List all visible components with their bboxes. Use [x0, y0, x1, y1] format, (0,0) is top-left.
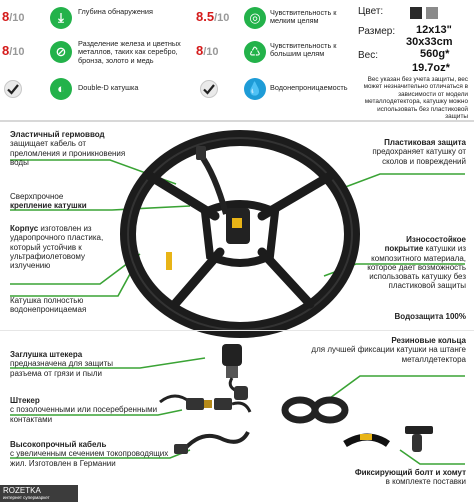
plug-drawing	[222, 344, 248, 400]
seal-title: Эластичный гермоввод	[10, 130, 105, 139]
cable-title: Высокопрочный кабель	[10, 440, 107, 449]
coating-text: катушки	[425, 244, 456, 254]
rating-label: Чувствительность к мелким целям	[270, 8, 337, 26]
rings-title: Резиновые кольца	[391, 336, 466, 345]
connector-text: с позолоченными или посеребренными контактами	[10, 405, 158, 424]
bolt-title: Фиксирующий болт и хомут	[354, 468, 466, 477]
rings-text: для лучшей фиксации катушки на штанге металлдетектора	[311, 345, 466, 364]
seal-callout	[10, 130, 130, 167]
cable-text: с увеличенным сечением токопроводящих жил. Изготовлен в Германии	[10, 449, 169, 468]
color-swatch-black	[410, 7, 422, 19]
color-swatch-grey	[426, 7, 438, 19]
section-divider	[0, 120, 474, 122]
guard-text: предохраняет катушку от сколов и повреждений	[372, 147, 466, 166]
large-target-icon: ♺	[244, 41, 266, 63]
score-max: /10	[203, 46, 219, 58]
weight-note: Вес указан без учета защиты, вес может незначительно отличаться в зависимости от модели металлодетектора, катушку можно использовать без пластиковой защиты	[363, 76, 468, 121]
guard-callout	[354, 138, 466, 166]
cable-callout-line	[10, 450, 190, 458]
feature-label: Double-D катушка	[78, 83, 139, 92]
cable-drawing	[174, 432, 248, 454]
rating-score	[196, 44, 219, 59]
waterproof-text: Катушка полностью водонепроницаемая	[10, 296, 87, 315]
body-text-2: из ударопрочного пластика, который устойчив к ультрафиолетовому излучению	[10, 224, 104, 271]
rozetka-watermark	[0, 485, 78, 502]
checkmark-icon	[200, 80, 218, 98]
seal-text: защищает кабель от преломления и проникновения воды	[10, 139, 126, 167]
body-callout	[10, 224, 114, 270]
cable-gland	[196, 146, 206, 160]
score-max: /10	[9, 46, 25, 58]
small-target-icon: ◎	[244, 7, 266, 29]
mount-title: Сверхпрочное	[10, 192, 64, 201]
watermark-brand: ROZETKA	[3, 486, 41, 495]
bolt-text: в комплекте поставки	[385, 477, 466, 487]
body-title: Корпус	[10, 224, 39, 233]
watermark-sub: интернет супермаркет	[3, 495, 50, 500]
bolt-callout-line	[400, 450, 465, 464]
depth-icon: ⤓	[50, 7, 72, 29]
guard-callout-line	[332, 174, 465, 192]
plug-title: Заглушка штекера	[10, 350, 83, 359]
feature-label: Водонепроницаемость	[270, 83, 348, 92]
coil-mount-logo	[232, 218, 242, 228]
waterproof-callout	[10, 296, 120, 315]
size-inches: 12x13"	[416, 24, 452, 36]
coating-callout	[354, 235, 466, 291]
coating-title-2: покрытие	[384, 244, 424, 254]
plug-text: предназначена для защиты разъема от грязи и пыли	[10, 359, 114, 378]
score-max: /10	[9, 12, 25, 24]
guard-title: Пластиковая защита	[384, 138, 466, 147]
rubber-rings-drawing	[285, 400, 345, 420]
water-drop-icon: 💧	[244, 78, 266, 100]
bolt-strap-drawing	[345, 426, 433, 452]
score-value: 8.5	[196, 9, 215, 24]
score-max: /10	[214, 12, 230, 24]
plug-callout-line	[10, 358, 205, 368]
coating-title: Износостойкое	[406, 235, 466, 244]
coil-side-label	[166, 252, 172, 270]
section-divider	[0, 330, 474, 331]
weight-grams: 560g*	[420, 48, 450, 60]
mount-title-bold: крепление катушки	[10, 201, 87, 211]
checkmark-icon	[4, 80, 22, 98]
color-label: Цвет:	[358, 6, 384, 17]
score-value: 8	[2, 43, 10, 58]
body-text: изготовлен	[40, 224, 82, 233]
size-label: Размер:	[358, 26, 396, 37]
rating-score	[196, 10, 229, 25]
connector-title: Штекер	[10, 396, 40, 405]
rating-label: Разделение железа и цветных металлов, таких как серебро, бронза, золото и медь	[78, 39, 181, 65]
weight-ounces: 19.7oz*	[412, 62, 450, 74]
rating-label: Глубина обнаружения	[78, 7, 153, 16]
mount-callout	[10, 192, 130, 211]
score-value: 8	[2, 9, 10, 24]
discrimination-icon: ⊘	[50, 41, 72, 63]
rating-label: Чувствительность к большим целям	[270, 41, 337, 59]
size-cm: 30x33cm	[406, 36, 453, 48]
water-protection-label: Водозащита 100%	[394, 312, 466, 321]
rings-callout-line	[330, 376, 465, 398]
accessories-illustration	[0, 340, 474, 490]
score-value: 8	[196, 43, 204, 58]
weight-label: Вес:	[358, 50, 379, 61]
rating-score	[2, 10, 25, 25]
waterproof-callout-line	[10, 274, 130, 296]
rating-score	[2, 44, 25, 59]
double-d-icon: ◐	[50, 78, 72, 100]
coating-text-2: из композитного материала, которое дает возможность использовать катушку без пластиковой защиты	[367, 244, 466, 291]
connector-callout-line	[10, 410, 182, 415]
